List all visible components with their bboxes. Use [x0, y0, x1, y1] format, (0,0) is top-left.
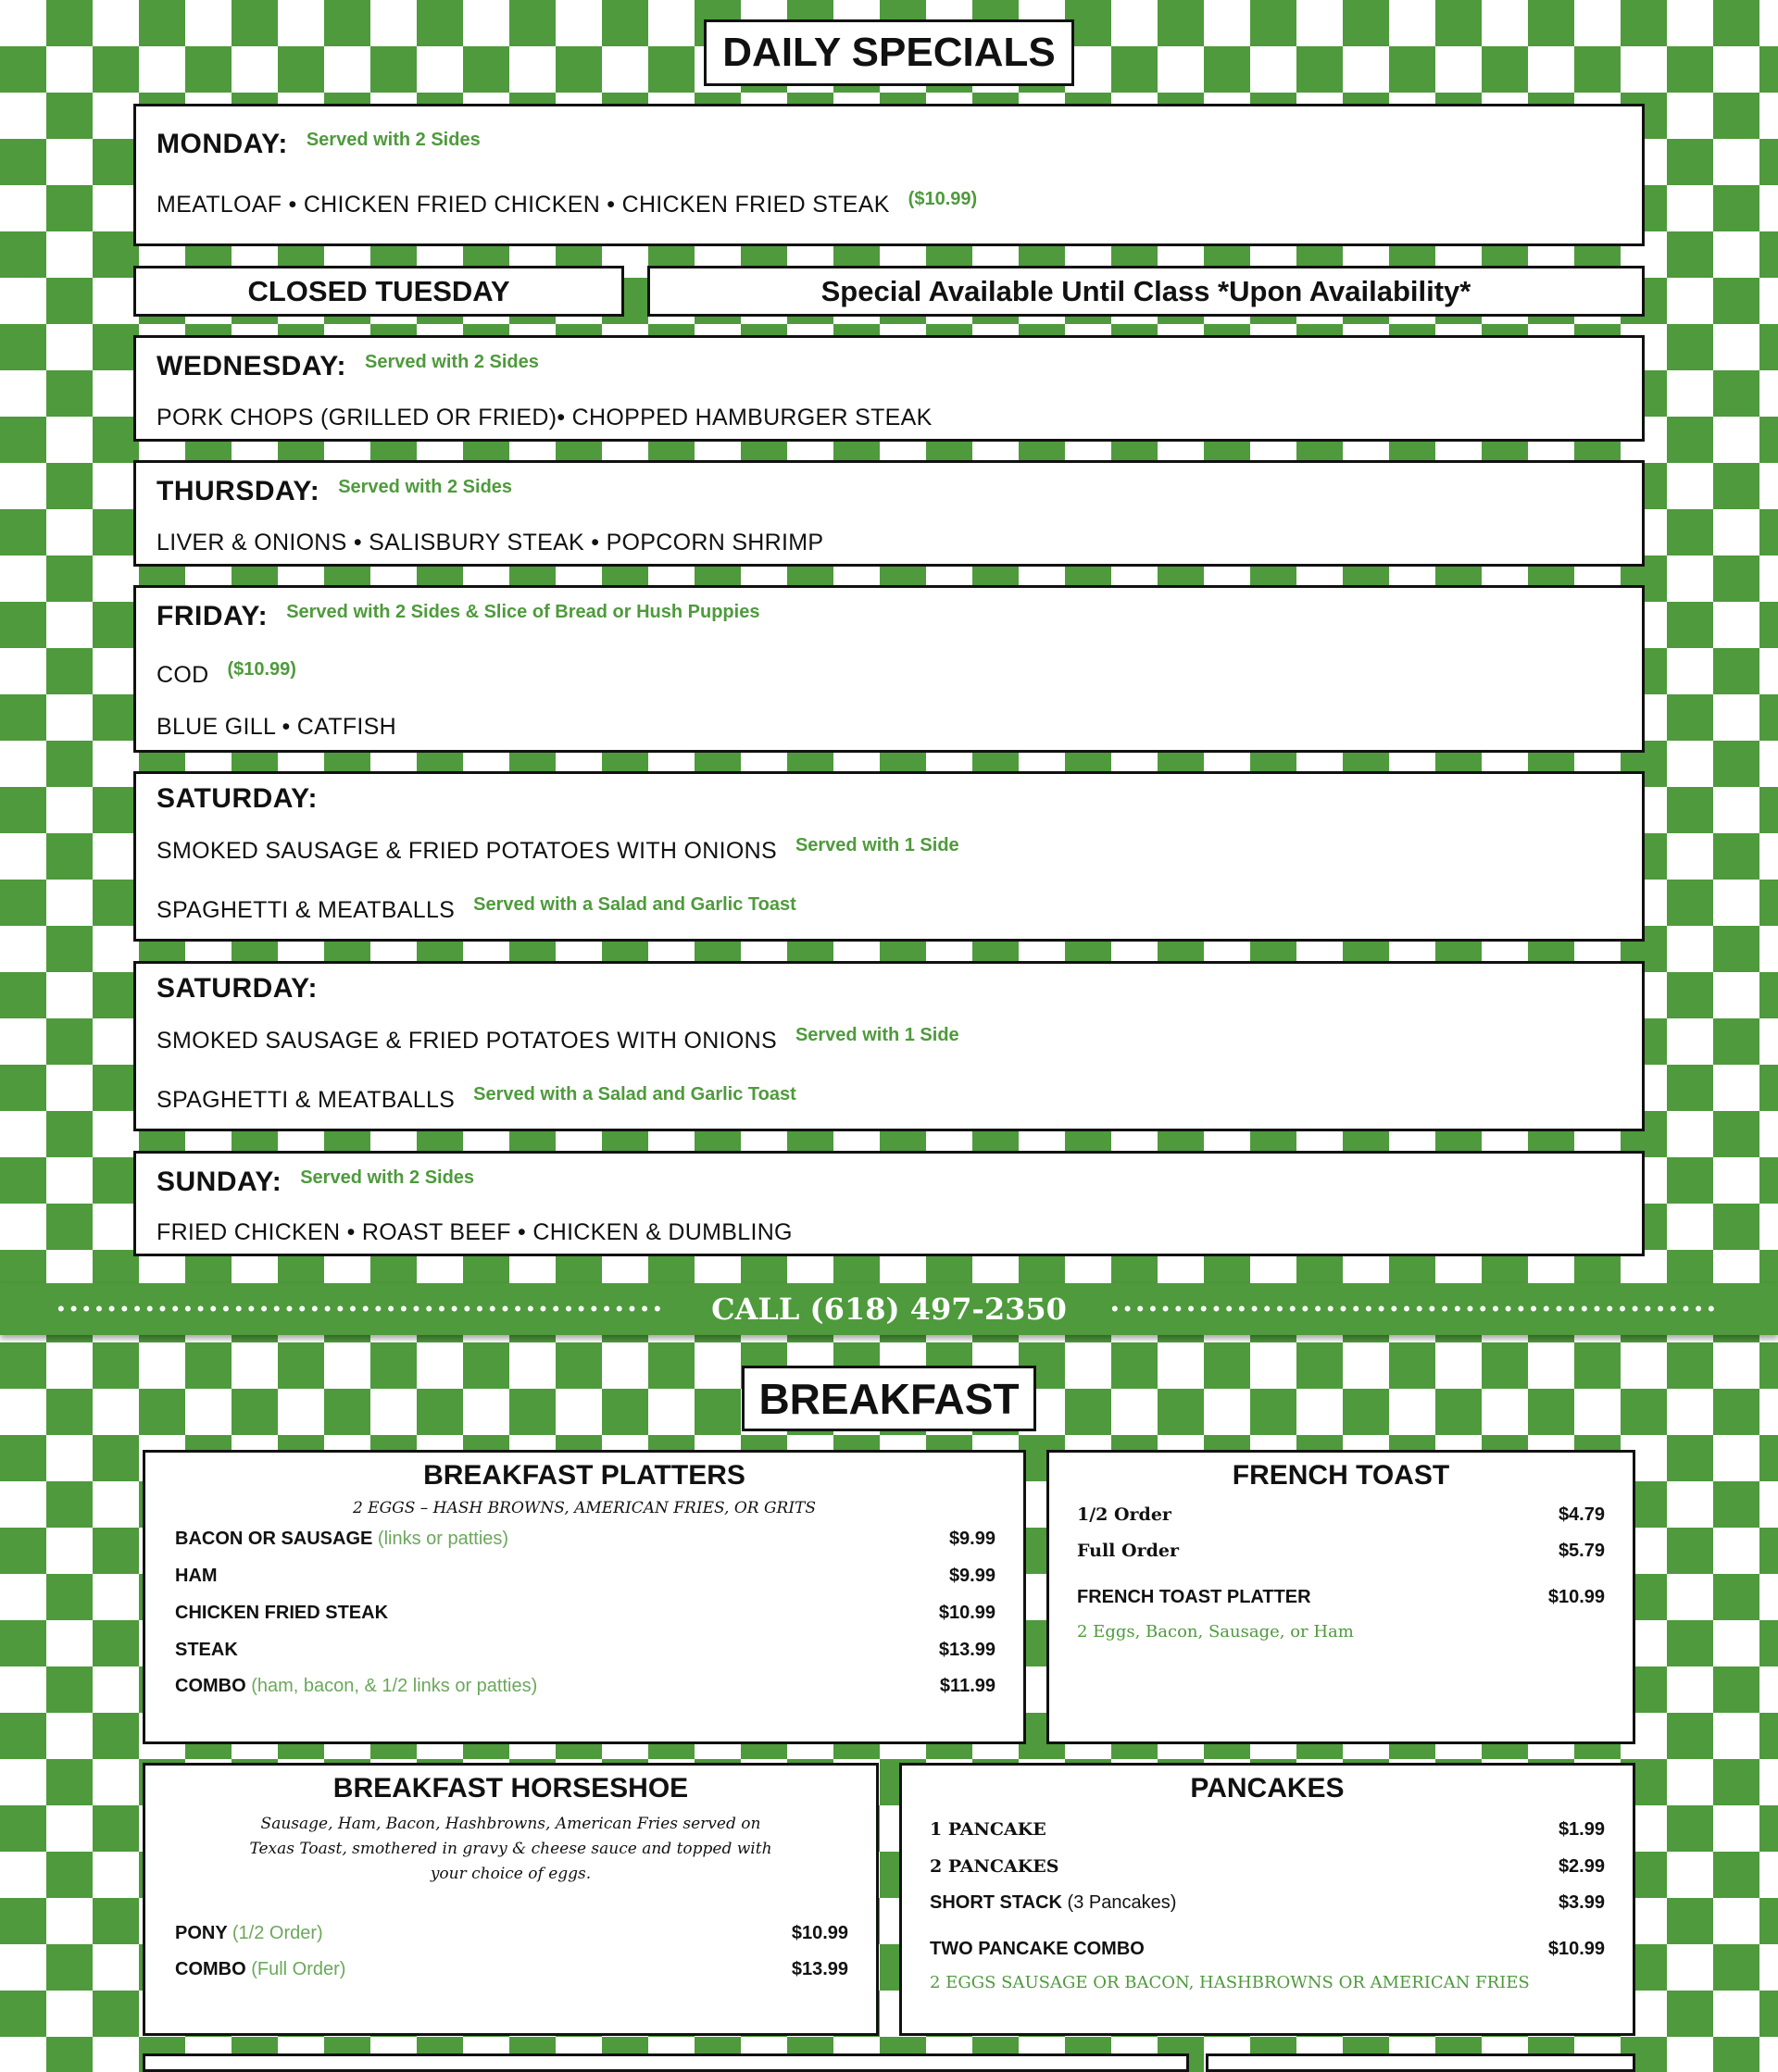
pancakes-section — [899, 1763, 1635, 2036]
call-phone-link[interactable]: CALL (618) 497-2350 — [711, 1292, 1067, 1327]
monday-note: Served with 2 Sides — [306, 130, 481, 150]
saturday-special — [133, 771, 1645, 942]
thursday-note: Served with 2 Sides — [338, 477, 513, 497]
thursday-day: THURSDAY: — [157, 476, 320, 506]
monday-price: ($10.99) — [908, 189, 978, 209]
platter-price-ham: $9.99 — [948, 1566, 995, 1586]
friday-note: Served with 2 Sides & Slice of Bread or Hush Puppies — [286, 602, 760, 622]
sunday-items: FRIED CHICKEN • ROAST BEEF • CHICKEN & DUMBLING — [157, 1219, 793, 1245]
horseshoe-price-pony: $10.99 — [791, 1923, 848, 1943]
platters-subtitle: 2 EGGS – HASH BROWNS, AMERICAN FRIES, OR GRITS — [352, 1499, 817, 1517]
french-toast-full-price: $5.79 — [1558, 1541, 1605, 1561]
french-toast-section — [1046, 1450, 1635, 1744]
thursday-items: LIVER & ONIONS • SALISBURY STEAK • POPCORN SHRIMP — [157, 530, 824, 555]
pancake-two: 2 PANCAKES — [930, 1856, 1059, 1877]
availability-text: Special Available Until Class *Upon Availability* — [820, 274, 1471, 307]
saturday-item-sausage: SMOKED SAUSAGE & FRIED POTATOES WITH ONIONS — [157, 838, 777, 864]
saturday-item-spaghetti: SPAGHETTI & MEATBALLS — [157, 897, 456, 923]
horseshoe-title: BREAKFAST HORSESHOE — [332, 1773, 689, 1804]
pancake-combo-note: 2 EGGS SAUSAGE OR BACON, HASHBROWNS OR AMERICAN FRIES — [930, 1973, 1530, 1992]
french-toast-platter-note: 2 Eggs, Bacon, Sausage, or Ham — [1077, 1622, 1354, 1641]
platter-price-steak: $13.99 — [938, 1640, 995, 1660]
pancakes-title: PANCAKES — [1190, 1773, 1345, 1804]
breakfast-platters-section — [143, 1450, 1026, 1744]
pancake-one: 1 PANCAKE — [930, 1819, 1046, 1840]
breakfast-horseshoe-section — [143, 1763, 879, 2036]
friday-day: FRIDAY: — [157, 601, 269, 631]
friday-special — [133, 585, 1645, 753]
breakfast-title-text: BREAKFAST — [758, 1374, 1020, 1423]
monday-day: MONDAY: — [157, 129, 288, 159]
french-toast-half-price: $4.79 — [1558, 1504, 1605, 1525]
closed-tuesday-box — [133, 266, 624, 317]
wednesday-note: Served with 2 Sides — [365, 352, 539, 372]
sunday-note: Served with 2 Sides — [300, 1167, 475, 1188]
platter-item-combo: COMBO (ham, bacon, & 1/2 links or patties) — [175, 1676, 538, 1696]
daily-specials-title-text: DAILY SPECIALS — [722, 30, 1056, 75]
french-toast-platter: FRENCH TOAST PLATTER — [1077, 1587, 1311, 1607]
pancake-short-stack-price: $3.99 — [1558, 1892, 1605, 1913]
wednesday-special — [133, 335, 1645, 442]
closed-tuesday-text: CLOSED TUESDAY — [247, 274, 510, 307]
sunday-special — [133, 1151, 1645, 1256]
saturday-item-sausage: SMOKED SAUSAGE & FRIED POTATOES WITH ONIONS — [157, 1028, 777, 1054]
platter-price-chicken-fried-steak: $10.99 — [938, 1603, 995, 1623]
saturday-note-sausage: Served with 1 Side — [795, 1025, 959, 1045]
monday-items: MEATLOAF • CHICKEN FRIED CHICKEN • CHICKEN FRIED STEAK — [157, 192, 890, 218]
pancake-combo: TWO PANCAKE COMBO — [930, 1939, 1145, 1959]
call-dots-right: •••••••••••••••••••••••••••••••••••••••••••••••• — [1111, 1297, 1721, 1320]
saturday-note-sausage: Served with 1 Side — [795, 835, 959, 855]
french-toast-platter-price: $10.99 — [1547, 1587, 1605, 1607]
wednesday-items: PORK CHOPS (GRILLED OR FRIED)• CHOPPED HAMBURGER STEAK — [157, 405, 933, 431]
friday-items: BLUE GILL • CATFISH — [157, 714, 396, 740]
pancake-one-price: $1.99 — [1558, 1819, 1605, 1840]
french-toast-half: 1/2 Order — [1077, 1504, 1171, 1525]
friday-item-cod: COD — [157, 662, 209, 688]
pancake-short-stack: SHORT STACK (3 Pancakes) — [930, 1892, 1177, 1913]
pancake-two-price: $2.99 — [1558, 1856, 1605, 1877]
saturday-note-spaghetti: Served with a Salad and Garlic Toast — [473, 894, 796, 915]
platter-item-steak: STEAK — [175, 1640, 238, 1660]
breakfast-title — [742, 1366, 1036, 1431]
thursday-special — [133, 460, 1645, 567]
french-toast-full: Full Order — [1077, 1541, 1179, 1561]
platters-title: BREAKFAST PLATTERS — [423, 1460, 745, 1491]
next-section-right — [1206, 2053, 1635, 2072]
saturday-item-spaghetti: SPAGHETTI & MEATBALLS — [157, 1087, 456, 1113]
platter-item-bacon: BACON OR SAUSAGE (links or patties) — [175, 1529, 509, 1549]
horseshoe-description: Sausage, Ham, Bacon, Hashbrowns, American Fries served on Texas Toast, smothered in gravy & cheese sauce and topped with your choice of eggs. — [249, 1815, 772, 1883]
platter-price-combo: $11.99 — [939, 1676, 995, 1696]
monday-special — [133, 104, 1645, 246]
platter-item-ham: HAM — [175, 1566, 218, 1586]
horseshoe-price-combo: $13.99 — [791, 1959, 848, 1979]
horseshoe-item-pony: PONY (1/2 Order) — [175, 1923, 323, 1943]
call-banner — [0, 1283, 1778, 1335]
saturday-special-repeat — [133, 961, 1645, 1131]
saturday-note-spaghetti: Served with a Salad and Garlic Toast — [473, 1084, 796, 1105]
wednesday-day: WEDNESDAY: — [157, 351, 347, 381]
friday-price: ($10.99) — [227, 659, 296, 680]
sunday-day: SUNDAY: — [157, 1167, 282, 1197]
call-dots-left: •••••••••••••••••••••••••••••••••••••••••••••••• — [57, 1297, 667, 1320]
pancake-combo-price: $10.99 — [1547, 1939, 1605, 1959]
saturday-day: SATURDAY: — [157, 783, 318, 814]
platter-price-bacon: $9.99 — [948, 1529, 995, 1549]
french-toast-title: FRENCH TOAST — [1232, 1460, 1450, 1491]
platter-item-chicken-fried-steak: CHICKEN FRIED STEAK — [175, 1603, 389, 1623]
horseshoe-item-combo: COMBO (Full Order) — [175, 1959, 346, 1979]
availability-box — [647, 266, 1645, 317]
saturday-day: SATURDAY: — [157, 973, 318, 1004]
next-section-left — [143, 2053, 1189, 2072]
daily-specials-title — [704, 19, 1074, 86]
